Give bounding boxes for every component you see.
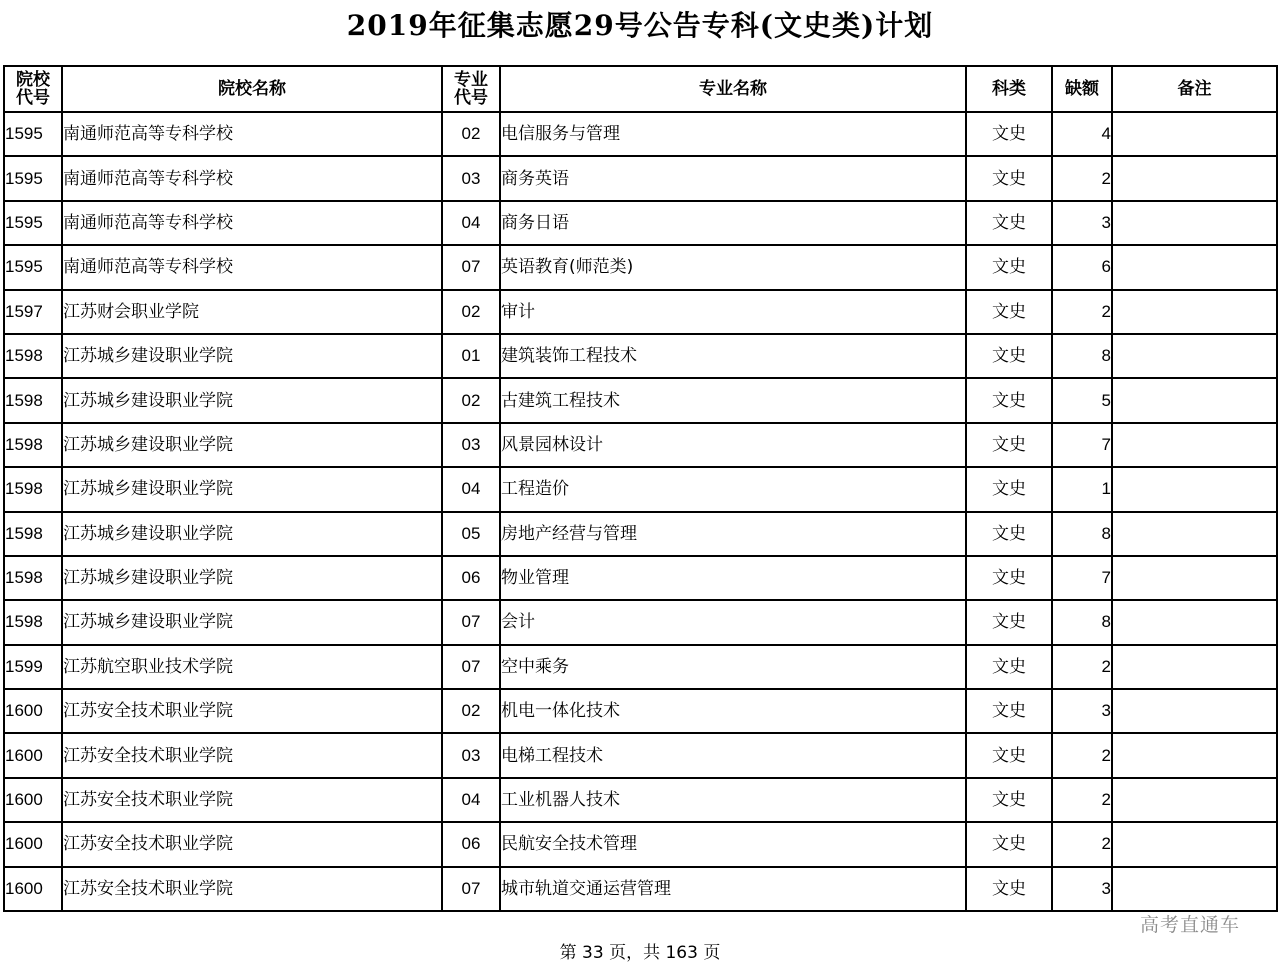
table-row <box>4 645 1277 689</box>
header-major-code: 专业 代号 <box>442 66 500 112</box>
cell-major-code: 07 <box>442 245 500 289</box>
header-school-name: 院校名称 <box>62 66 442 112</box>
cell-major-code: 06 <box>442 556 500 600</box>
cell-school-name: 南通师范高等专科学校 <box>62 156 442 200</box>
cell-major-name: 房地产经营与管理 <box>500 512 966 556</box>
cell-school-code: 1595 <box>4 156 62 200</box>
cell-school-code: 1595 <box>4 201 62 245</box>
cell-vacancy: 8 <box>1052 334 1112 378</box>
cell-vacancy: 5 <box>1052 378 1112 422</box>
cell-vacancy: 2 <box>1052 156 1112 200</box>
page-footer: 第 33 页，共 163 页 <box>559 943 721 963</box>
cell-school-name: 南通师范高等专科学校 <box>62 201 442 245</box>
cell-major-name: 审计 <box>500 290 966 334</box>
cell-vacancy: 3 <box>1052 689 1112 733</box>
cell-major-name: 工程造价 <box>500 467 966 511</box>
cell-school-code: 1595 <box>4 112 62 156</box>
cell-major-code: 07 <box>442 867 500 911</box>
table-row <box>4 378 1277 422</box>
cell-note <box>1112 378 1277 422</box>
cell-note <box>1112 822 1277 866</box>
cell-category: 文史 <box>966 334 1052 378</box>
cell-school-code: 1597 <box>4 290 62 334</box>
cell-note <box>1112 423 1277 467</box>
cell-school-code: 1598 <box>4 378 62 422</box>
cell-major-code: 07 <box>442 600 500 644</box>
cell-note <box>1112 201 1277 245</box>
table-row <box>4 822 1277 866</box>
table-row <box>4 156 1277 200</box>
cell-vacancy: 8 <box>1052 600 1112 644</box>
cell-vacancy: 3 <box>1052 867 1112 911</box>
cell-category: 文史 <box>966 556 1052 600</box>
cell-note <box>1112 467 1277 511</box>
cell-major-name: 英语教育(师范类) <box>500 245 966 289</box>
table-row <box>4 867 1277 911</box>
cell-note <box>1112 245 1277 289</box>
cell-major-name: 古建筑工程技术 <box>500 378 966 422</box>
cell-major-code: 04 <box>442 201 500 245</box>
cell-category: 文史 <box>966 245 1052 289</box>
cell-vacancy: 1 <box>1052 467 1112 511</box>
cell-note <box>1112 112 1277 156</box>
plan-table <box>3 65 1278 912</box>
cell-school-name: 江苏安全技术职业学院 <box>62 733 442 777</box>
table-row <box>4 112 1277 156</box>
cell-major-code: 01 <box>442 334 500 378</box>
table-row <box>4 689 1277 733</box>
cell-school-code: 1598 <box>4 334 62 378</box>
table-row <box>4 778 1277 822</box>
cell-category: 文史 <box>966 778 1052 822</box>
cell-school-code: 1600 <box>4 778 62 822</box>
cell-note <box>1112 645 1277 689</box>
cell-school-code: 1595 <box>4 245 62 289</box>
cell-vacancy: 2 <box>1052 822 1112 866</box>
cell-school-name: 江苏安全技术职业学院 <box>62 867 442 911</box>
table-row <box>4 600 1277 644</box>
cell-note <box>1112 600 1277 644</box>
cell-category: 文史 <box>966 733 1052 777</box>
table-row <box>4 467 1277 511</box>
watermark: 高考直通车 <box>1140 914 1241 936</box>
table-row <box>4 334 1277 378</box>
cell-vacancy: 2 <box>1052 290 1112 334</box>
cell-vacancy: 7 <box>1052 423 1112 467</box>
cell-note <box>1112 867 1277 911</box>
cell-category: 文史 <box>966 467 1052 511</box>
cell-vacancy: 2 <box>1052 778 1112 822</box>
cell-major-code: 03 <box>442 733 500 777</box>
cell-category: 文史 <box>966 822 1052 866</box>
cell-note <box>1112 334 1277 378</box>
table-row <box>4 290 1277 334</box>
cell-category: 文史 <box>966 156 1052 200</box>
cell-note <box>1112 512 1277 556</box>
cell-note <box>1112 689 1277 733</box>
cell-major-name: 会计 <box>500 600 966 644</box>
cell-category: 文史 <box>966 512 1052 556</box>
cell-major-code: 06 <box>442 822 500 866</box>
cell-major-code: 04 <box>442 778 500 822</box>
cell-major-code: 05 <box>442 512 500 556</box>
cell-major-code: 04 <box>442 467 500 511</box>
cell-school-name: 江苏城乡建设职业学院 <box>62 423 442 467</box>
cell-major-name: 机电一体化技术 <box>500 689 966 733</box>
cell-major-name: 建筑装饰工程技术 <box>500 334 966 378</box>
cell-school-code: 1598 <box>4 467 62 511</box>
cell-major-name: 工业机器人技术 <box>500 778 966 822</box>
cell-school-name: 江苏城乡建设职业学院 <box>62 556 442 600</box>
cell-major-code: 02 <box>442 112 500 156</box>
cell-note <box>1112 156 1277 200</box>
cell-school-name: 江苏城乡建设职业学院 <box>62 378 442 422</box>
cell-school-name: 江苏城乡建设职业学院 <box>62 467 442 511</box>
cell-category: 文史 <box>966 689 1052 733</box>
cell-school-code: 1600 <box>4 733 62 777</box>
cell-school-code: 1598 <box>4 512 62 556</box>
cell-vacancy: 2 <box>1052 733 1112 777</box>
cell-major-code: 02 <box>442 290 500 334</box>
page-title: 2019年征集志愿29号公告专科(文史类)计划 <box>346 9 934 42</box>
header-school-code: 院校 代号 <box>4 66 62 112</box>
table-row <box>4 245 1277 289</box>
cell-vacancy: 6 <box>1052 245 1112 289</box>
cell-note <box>1112 733 1277 777</box>
table-row <box>4 512 1277 556</box>
cell-vacancy: 4 <box>1052 112 1112 156</box>
cell-note <box>1112 556 1277 600</box>
header-major-name: 专业名称 <box>500 66 966 112</box>
cell-school-code: 1600 <box>4 689 62 733</box>
cell-school-code: 1600 <box>4 822 62 866</box>
cell-major-code: 03 <box>442 423 500 467</box>
cell-major-name: 民航安全技术管理 <box>500 822 966 866</box>
cell-school-name: 江苏城乡建设职业学院 <box>62 334 442 378</box>
cell-school-name: 南通师范高等专科学校 <box>62 245 442 289</box>
cell-school-code: 1598 <box>4 600 62 644</box>
cell-school-name: 南通师范高等专科学校 <box>62 112 442 156</box>
cell-category: 文史 <box>966 378 1052 422</box>
cell-school-name: 江苏安全技术职业学院 <box>62 689 442 733</box>
table-row <box>4 556 1277 600</box>
header-vacancy: 缺额 <box>1052 66 1112 112</box>
cell-category: 文史 <box>966 201 1052 245</box>
cell-category: 文史 <box>966 645 1052 689</box>
cell-major-code: 07 <box>442 645 500 689</box>
cell-major-code: 02 <box>442 378 500 422</box>
cell-major-name: 风景园林设计 <box>500 423 966 467</box>
cell-school-name: 江苏安全技术职业学院 <box>62 822 442 866</box>
table-row <box>4 423 1277 467</box>
cell-category: 文史 <box>966 423 1052 467</box>
cell-category: 文史 <box>966 112 1052 156</box>
cell-school-name: 江苏城乡建设职业学院 <box>62 600 442 644</box>
cell-school-code: 1598 <box>4 556 62 600</box>
table-header-row <box>4 66 1277 112</box>
cell-school-code: 1600 <box>4 867 62 911</box>
cell-major-name: 电梯工程技术 <box>500 733 966 777</box>
cell-major-name: 电信服务与管理 <box>500 112 966 156</box>
cell-note <box>1112 778 1277 822</box>
cell-school-name: 江苏城乡建设职业学院 <box>62 512 442 556</box>
cell-major-name: 商务日语 <box>500 201 966 245</box>
cell-major-name: 空中乘务 <box>500 645 966 689</box>
header-note: 备注 <box>1112 66 1277 112</box>
cell-vacancy: 3 <box>1052 201 1112 245</box>
cell-major-name: 物业管理 <box>500 556 966 600</box>
cell-major-name: 城市轨道交通运营管理 <box>500 867 966 911</box>
cell-school-name: 江苏航空职业技术学院 <box>62 645 442 689</box>
header-category: 科类 <box>966 66 1052 112</box>
table-row <box>4 201 1277 245</box>
cell-major-name: 商务英语 <box>500 156 966 200</box>
table-row <box>4 733 1277 777</box>
cell-school-code: 1598 <box>4 423 62 467</box>
cell-category: 文史 <box>966 867 1052 911</box>
cell-note <box>1112 290 1277 334</box>
cell-school-code: 1599 <box>4 645 62 689</box>
cell-category: 文史 <box>966 290 1052 334</box>
cell-category: 文史 <box>966 600 1052 644</box>
cell-school-name: 江苏财会职业学院 <box>62 290 442 334</box>
cell-school-name: 江苏安全技术职业学院 <box>62 778 442 822</box>
cell-major-code: 03 <box>442 156 500 200</box>
cell-vacancy: 2 <box>1052 645 1112 689</box>
cell-major-code: 02 <box>442 689 500 733</box>
cell-vacancy: 8 <box>1052 512 1112 556</box>
cell-vacancy: 7 <box>1052 556 1112 600</box>
